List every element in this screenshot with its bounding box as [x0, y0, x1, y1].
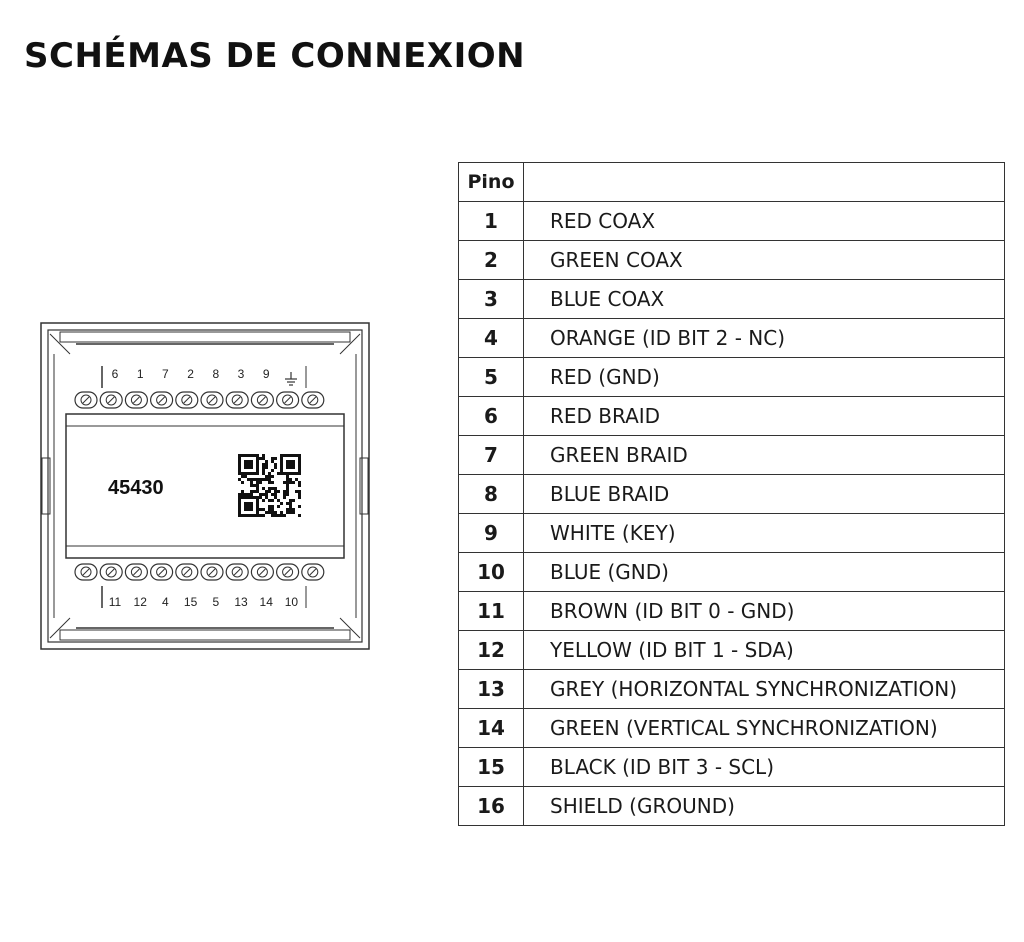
- terminal-label: 10: [284, 595, 299, 609]
- terminal-label: 8: [212, 367, 220, 381]
- table-row: [459, 397, 1005, 436]
- description-column-header: [524, 163, 1005, 202]
- pin-description: SHIELD (GROUND): [524, 787, 1005, 826]
- pin-number: 1: [459, 202, 524, 241]
- terminal-screw: [302, 392, 324, 408]
- table-row: [459, 748, 1005, 787]
- table-header-row: [459, 163, 1005, 202]
- table-row: [459, 319, 1005, 358]
- terminal-screw: [176, 564, 198, 580]
- table-row: [459, 514, 1005, 553]
- pin-description: BLUE (GND): [524, 553, 1005, 592]
- terminal-screw: [226, 392, 248, 408]
- connector-diagram: [40, 322, 370, 650]
- table-row: [459, 436, 1005, 475]
- terminal-screw: [75, 392, 97, 408]
- pin-number: 16: [459, 787, 524, 826]
- pin-number: 11: [459, 592, 524, 631]
- table-row: [459, 631, 1005, 670]
- pin-description: RED (GND): [524, 358, 1005, 397]
- table-row: [459, 553, 1005, 592]
- pin-number: 5: [459, 358, 524, 397]
- table-row: [459, 592, 1005, 631]
- pin-description: GREEN COAX: [524, 241, 1005, 280]
- terminal-screw: [100, 564, 122, 580]
- terminal-screw: [251, 564, 273, 580]
- terminal-screw: [251, 392, 273, 408]
- pin-number: 7: [459, 436, 524, 475]
- pin-description: BLUE BRAID: [524, 475, 1005, 514]
- terminal-label: 6: [111, 367, 119, 381]
- pin-number: 13: [459, 670, 524, 709]
- pin-number: 6: [459, 397, 524, 436]
- terminal-screw: [176, 392, 198, 408]
- pin-description: RED BRAID: [524, 397, 1005, 436]
- pin-description: GREEN (VERTICAL SYNCHRONIZATION): [524, 709, 1005, 748]
- terminal-screw: [125, 392, 147, 408]
- pin-number: 8: [459, 475, 524, 514]
- terminal-label: 1: [136, 367, 144, 381]
- terminal-label: 15: [183, 595, 198, 609]
- pin-description: BLUE COAX: [524, 280, 1005, 319]
- terminal-label: 7: [162, 367, 169, 381]
- table-row: [459, 709, 1005, 748]
- pin-description: ORANGE (ID BIT 2 - NC): [524, 319, 1005, 358]
- ground-icon: [285, 372, 297, 385]
- terminal-screw: [125, 564, 147, 580]
- terminal-screw: [226, 564, 248, 580]
- terminal-screw: [75, 564, 97, 580]
- terminal-screw: [302, 564, 324, 580]
- terminal-screw: [100, 392, 122, 408]
- pin-number: 10: [459, 553, 524, 592]
- pinout-table: [458, 162, 1005, 826]
- pin-number: 4: [459, 319, 524, 358]
- pin-number: 2: [459, 241, 524, 280]
- pin-description: RED COAX: [524, 202, 1005, 241]
- table-row: [459, 358, 1005, 397]
- table-row: [459, 475, 1005, 514]
- terminal-screw: [201, 564, 223, 580]
- pin-number: 12: [459, 631, 524, 670]
- pin-description: BLACK (ID BIT 3 - SCL): [524, 748, 1005, 787]
- pin-number: 9: [459, 514, 524, 553]
- pin-number: 14: [459, 709, 524, 748]
- terminal-label: 4: [162, 595, 169, 609]
- terminal-label: 9: [262, 367, 270, 381]
- terminal-label: 14: [259, 595, 273, 609]
- terminal-label: 11: [108, 595, 122, 609]
- terminal-screw: [151, 392, 173, 408]
- table-row: [459, 787, 1005, 826]
- pin-description: GREEN BRAID: [524, 436, 1005, 475]
- page-title: SCHÉMAS DE CONNEXION: [24, 36, 526, 76]
- table-row: [459, 280, 1005, 319]
- pin-number: 3: [459, 280, 524, 319]
- pin-description: WHITE (KEY): [524, 514, 1005, 553]
- terminal-screw: [201, 392, 223, 408]
- pin-description: BROWN (ID BIT 0 - GND): [524, 592, 1005, 631]
- table-row: [459, 670, 1005, 709]
- terminal-label: 5: [212, 595, 220, 609]
- terminal-label: 3: [237, 367, 245, 381]
- terminal-label: 12: [133, 595, 147, 609]
- terminal-label: 13: [234, 595, 248, 609]
- terminal-label: 2: [187, 367, 194, 381]
- table-row: [459, 241, 1005, 280]
- pin-number: 15: [459, 748, 524, 787]
- module-code: 45430: [108, 477, 164, 499]
- pin-column-header: Pino: [459, 163, 524, 202]
- pin-description: YELLOW (ID BIT 1 - SDA): [524, 631, 1005, 670]
- terminal-screw: [151, 564, 173, 580]
- terminal-screw: [277, 392, 299, 408]
- terminal-screw: [277, 564, 299, 580]
- pin-description: GREY (HORIZONTAL SYNCHRONIZATION): [524, 670, 1005, 709]
- table-row: [459, 202, 1005, 241]
